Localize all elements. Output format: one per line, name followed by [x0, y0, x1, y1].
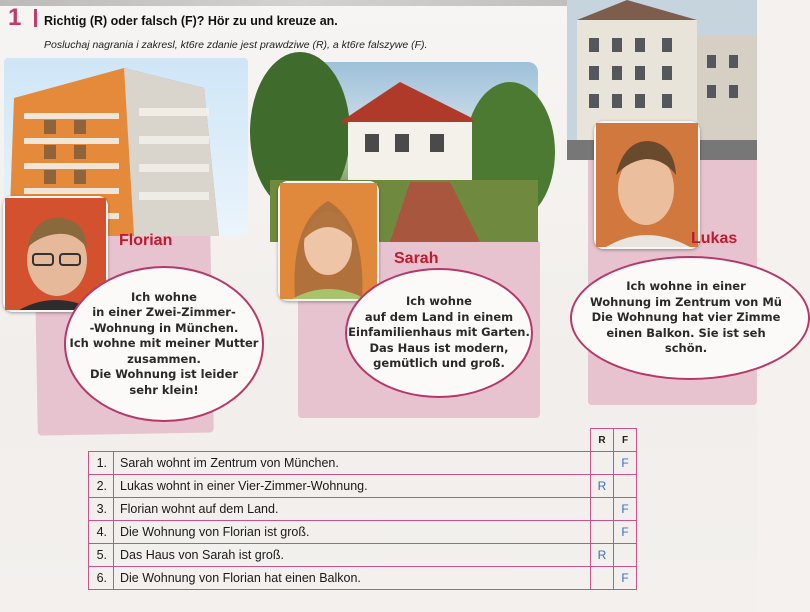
table-row	[89, 567, 637, 590]
table-row	[89, 498, 637, 521]
statement-text: Die Wohnung von Florian ist groß.	[114, 521, 591, 544]
table-row	[89, 475, 637, 498]
table-header-row	[89, 429, 637, 452]
richtig-cell[interactable]	[591, 452, 614, 475]
exercise-marker	[34, 9, 37, 27]
richtig-cell[interactable]	[591, 567, 614, 590]
florian-speech-bubble	[64, 266, 264, 422]
richtig-cell[interactable]: R	[591, 475, 614, 498]
table-row	[89, 544, 637, 567]
falsch-cell[interactable]	[614, 544, 637, 567]
lukas-speech-text: Ich wohne in einer Wohnung im Zentrum von Mü Die Wohnung hat vier Zimme einen Balkon. Sie ist seh schön.	[590, 279, 782, 356]
florian-name-label: Florian	[119, 232, 173, 249]
sarah-speech-text: Ich wohne auf dem Land in einem Einfamilienhaus mit Garten. Das Haus ist modern, gemütlich und groß.	[348, 294, 530, 371]
row-number: 2.	[89, 475, 114, 498]
row-number: 4.	[89, 521, 114, 544]
true-false-table	[88, 428, 637, 590]
lukas-speech-bubble	[570, 256, 810, 380]
richtig-cell[interactable]	[591, 498, 614, 521]
lukas-name-label: Lukas	[691, 230, 738, 247]
falsch-cell[interactable]	[614, 475, 637, 498]
statement-text: Florian wohnt auf dem Land.	[114, 498, 591, 521]
table-row	[89, 452, 637, 475]
florian-speech-text: Ich wohne in einer Zwei-Zimmer- -Wohnung in München. Ich wohne mit meiner Mutter zusammen. Die Wohnung ist leider sehr klein!	[69, 289, 259, 397]
exercise-number: 1	[8, 4, 23, 31]
richtig-cell[interactable]: R	[591, 544, 614, 567]
exercise-subtitle: Posluchaj nagrania i zakresl, kt6re zdanie jest prawdziwe (R), a kt6re falszywe (F).	[44, 39, 428, 51]
row-number: 3.	[89, 498, 114, 521]
sarah-name-label: Sarah	[394, 250, 439, 267]
lukas-portrait	[594, 121, 700, 249]
row-number: 1.	[89, 452, 114, 475]
richtig-cell[interactable]	[591, 521, 614, 544]
row-number: 6.	[89, 567, 114, 590]
exercise-title: Richtig (R) oder falsch (F)? Hör zu und kreuze an.	[44, 14, 338, 28]
sarah-portrait	[278, 181, 379, 301]
header-richtig: R	[591, 429, 614, 452]
header-falsch: F	[614, 429, 637, 452]
statement-text: Die Wohnung von Florian hat einen Balkon.	[114, 567, 591, 590]
statement-text: Sarah wohnt im Zentrum von München.	[114, 452, 591, 475]
falsch-cell[interactable]: F	[614, 452, 637, 475]
falsch-cell[interactable]: F	[614, 521, 637, 544]
falsch-cell[interactable]: F	[614, 498, 637, 521]
statement-text: Lukas wohnt in einer Vier-Zimmer-Wohnung.	[114, 475, 591, 498]
sarah-speech-bubble	[345, 268, 533, 398]
row-number: 5.	[89, 544, 114, 567]
table-row	[89, 521, 637, 544]
statement-text: Das Haus von Sarah ist groß.	[114, 544, 591, 567]
falsch-cell[interactable]: F	[614, 567, 637, 590]
